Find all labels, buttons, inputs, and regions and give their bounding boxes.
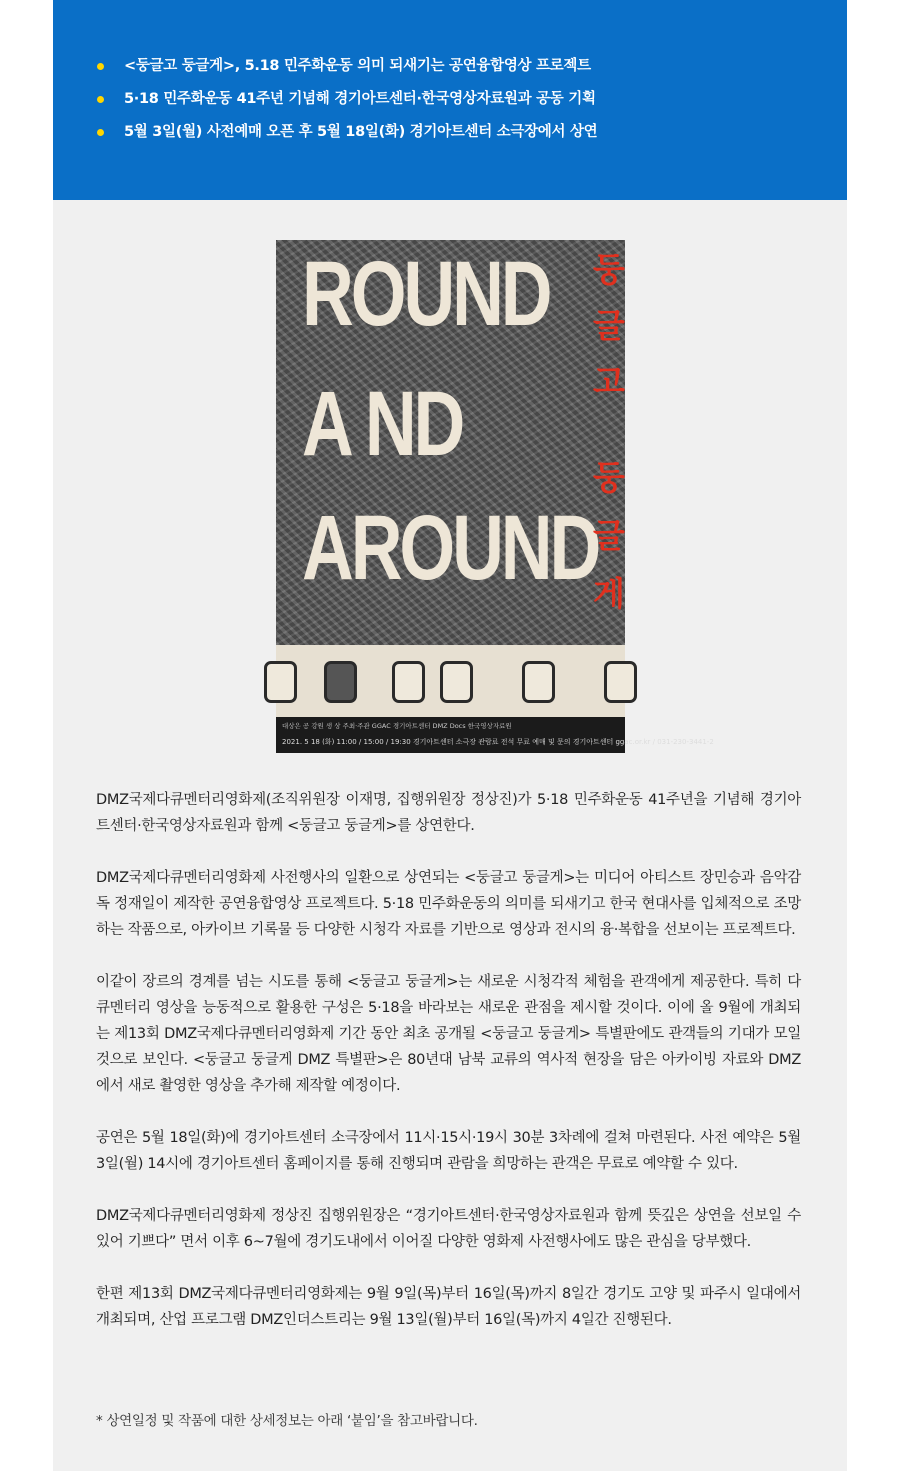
- highlight-text: 5월 3일(월) 사전예매 오픈 후 5월 18일(화) 경기아트센터 소극장에서 상연: [124, 124, 598, 140]
- film-hole: [324, 661, 357, 703]
- poster-title-line: A ND: [302, 373, 463, 475]
- article-body: [96, 787, 801, 1359]
- article-paragraph: 한편 제13회 DMZ국제다큐멘터리영화제는 9월 9일(목)부터 16일(목)까지 8일간 경기도 고양 및 파주시 일대에서 개최되며, 산업 프로그램 DMZ인더스트리는 9월 13일(월)부터 16일(목)까지 4일간 진행된다.: [96, 1286, 801, 1328]
- highlight-list: [97, 55, 597, 154]
- poster-korean-char: 둥: [593, 458, 625, 497]
- highlight-banner: [53, 0, 847, 200]
- poster-korean-char: 둥: [593, 250, 625, 289]
- highlight-item: [97, 88, 597, 121]
- highlight-item: [97, 55, 597, 88]
- article-paragraph: DMZ국제다큐멘터리영화제(조직위원장 이재명, 집행위원장 정상진)가 5·18 민주화운동 41주년을 기념해 경기아트센터·한국영상자료원과 함께 <둥글고 둥글게>를 상연한다.: [96, 792, 801, 834]
- article-paragraph: DMZ국제다큐멘터리영화제 사전행사의 일환으로 상연되는 <둥글고 둥글게>는 미디어 아티스트 장민승과 음악감독 정재일이 제작한 공연융합영상 프로젝트다. 5·18 민주화운동의 의미를 되새기고 한국 현대사를 입체적으로 조망하는 작품으로, 아카이브 기록물 등 다양한 시청각 자료를 기반으로 영상과 전시의 융·복합을 선보이는 프로젝트다.: [96, 870, 801, 938]
- bullet-dot-icon: [97, 96, 104, 103]
- film-hole: [604, 661, 637, 703]
- poster-film-strip: [276, 645, 625, 717]
- highlight-text: 5·18 민주화운동 41주년 기념해 경기아트센터·한국영상자료원과 공동 기획: [124, 91, 596, 107]
- article-paragraph: DMZ국제다큐멘터리영화제 정상진 집행위원장은 “경기아트센터·한국영상자료원과 함께 뜻깊은 상연을 선보일 수 있어 기쁘다” 면서 이후 6~7월에 경기도내에서 이어질 다양한 영화제 사전행사에도 많은 관심을 당부했다.: [96, 1208, 801, 1250]
- bullet-dot-icon: [97, 129, 104, 136]
- article-paragraph: 이같이 장르의 경계를 넘는 시도를 통해 <둥글고 둥글게>는 새로운 시청각적 체험을 관객에게 제공한다. 특히 다큐멘터리 영상을 능동적으로 활용한 구성은 5·18을 바라보는 새로운 관점을 제시할 것이다. 이에 올 9월에 개최되는 제13회 DMZ국제다큐멘터리영화제 기간 동안 최초 공개될 <둥글고 둥글게> 특별판에도 관객들의 기대가 모일 것으로 보인다. <둥글고 둥글게 DMZ 특별판>은 80년대 남북 교류의 역사적 현장을 담은 아카이빙 자료와 DMZ에서 새로 촬영한 영상을 추가해 제작할 예정이다.: [96, 974, 801, 1094]
- film-hole: [264, 661, 297, 703]
- poster-sponsors: 대상은 공 강원 생 상 주최·주관 GGAC 경기아트센터 DMZ Docs 한국영상자료원: [282, 722, 512, 730]
- poster-korean-char: 글: [593, 306, 625, 345]
- highlight-text: <둥글고 둥글게>, 5.18 민주화운동 의미 되새기는 공연융합영상 프로젝트: [124, 58, 591, 74]
- poster-title-line: ROUND: [302, 243, 550, 345]
- film-hole: [522, 661, 555, 703]
- poster-schedule: 2021. 5 18 (화) 11:00 / 15:00 / 19:30 경기아트센터 소극장 관람료 전석 무료 예매 및 문의 경기아트센터 ggac.or.kr / 031-230-3441-2: [282, 738, 714, 746]
- article-paragraph: 공연은 5월 18일(화)에 경기아트센터 소극장에서 11시·15시·19시 30분 3차례에 걸쳐 마련된다. 사전 예약은 5월 3일(월) 14시에 경기아트센터 홈페이지를 통해 진행되며 관람을 희망하는 관객은 무료로 예약할 수 있다.: [96, 1130, 801, 1172]
- poster-credits: [276, 717, 714, 753]
- poster-korean-char: 고: [593, 362, 625, 401]
- film-hole: [440, 661, 473, 703]
- poster-title-line: AROUND: [302, 497, 599, 599]
- newsletter-body: [53, 0, 847, 1471]
- film-hole: [392, 661, 425, 703]
- poster-korean-char: 글: [593, 516, 625, 555]
- attachment-note: * 상연일정 및 작품에 대한 상세정보는 아래 ‘붙임’을 참고바랍니다.: [96, 1413, 478, 1429]
- poster-korean-char: 게: [593, 574, 625, 613]
- bullet-dot-icon: [97, 63, 104, 70]
- highlight-item: [97, 121, 597, 154]
- event-poster: [276, 240, 714, 753]
